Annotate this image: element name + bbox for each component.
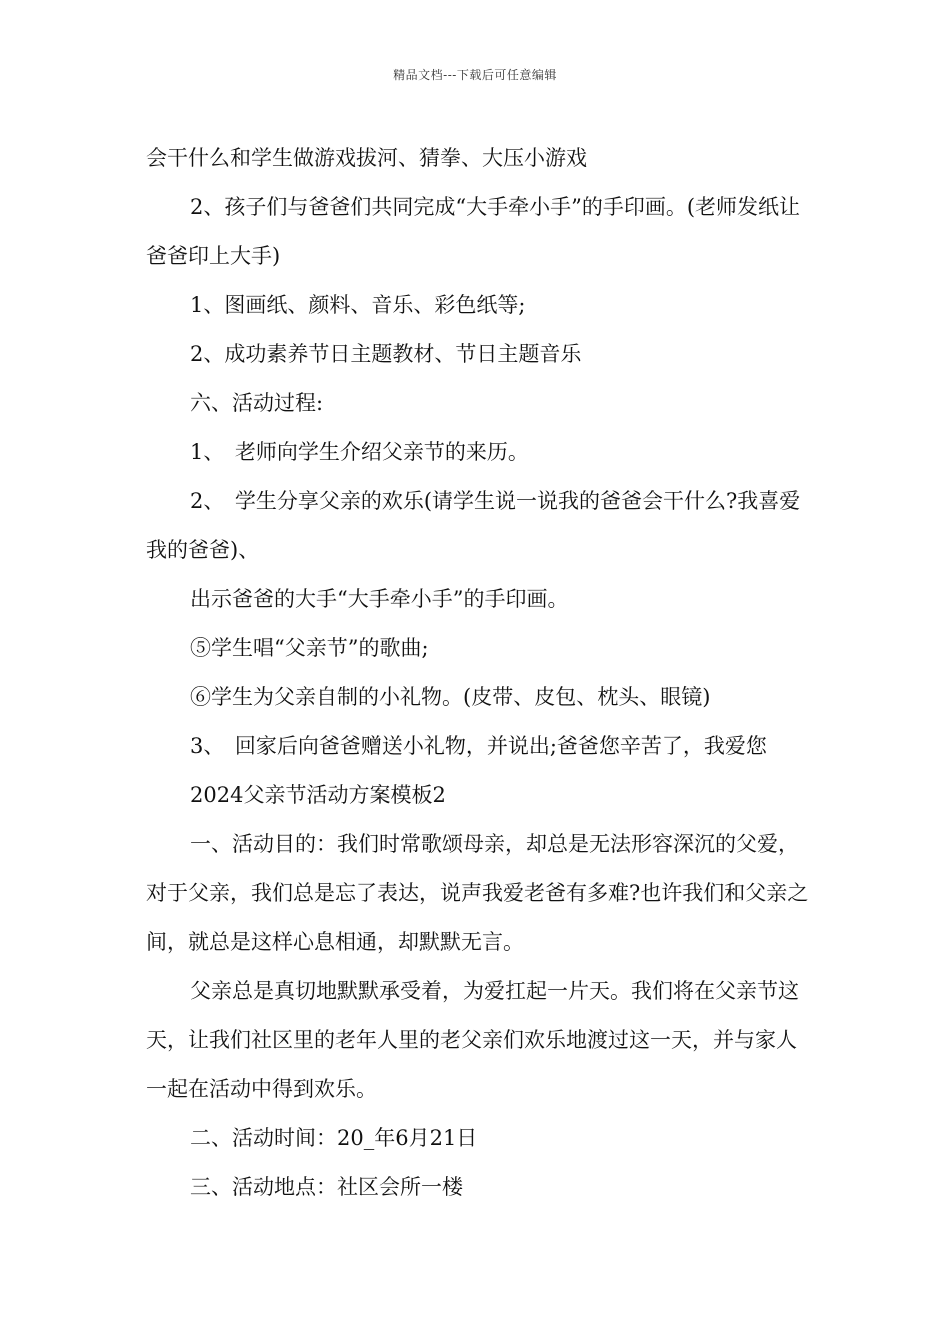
paragraph: 3、 回家后向爸爸赠送小礼物，并说出;爸爸您辛苦了，我爱您 — [190, 734, 767, 758]
document-subtitle: 2024父亲节活动方案模板2 — [190, 783, 446, 807]
section-heading: 六、活动过程: — [190, 391, 324, 415]
document-body — [146, 134, 810, 1212]
paragraph: 父亲总是真切地默默承受着，为爱扛起一片天。我们将在父亲节这天，让我们社区里的老年人里的老父亲们欢乐地渡过这一天，并与家人一起在活动中得到欢乐。 — [146, 979, 799, 1101]
paragraph: 三、活动地点：社区会所一楼 — [190, 1175, 463, 1199]
page-header: 精品文档---下载后可任意编辑 — [393, 68, 557, 82]
paragraph: 2、 学生分享父亲的欢乐(请学生说一说我的爸爸会干什么?我喜爱我的爸爸)、 — [146, 489, 801, 562]
paragraph: ⑥学生为父亲自制的小礼物。(皮带、皮包、枕头、眼镜) — [190, 685, 711, 709]
paragraph: 一、活动目的：我们时常歌颂母亲，却总是无法形容深沉的父爱，对于父亲，我们总是忘了表达，说声我爱老爸有多难?也许我们和父亲之间，就总是这样心息相通，却默默无言。 — [146, 832, 809, 954]
paragraph: 二、活动时间：20_年6月21日 — [190, 1126, 478, 1150]
paragraph: 2、成功素养节日主题教材、节日主题音乐 — [190, 342, 582, 366]
paragraph: 1、 老师向学生介绍父亲节的来历。 — [190, 440, 529, 464]
paragraph: 出示爸爸的大手“大手牵小手”的手印画。 — [190, 587, 569, 611]
paragraph: 会干什么和学生做游戏拔河、猜拳、大压小游戏 — [146, 146, 587, 170]
paragraph: 2、孩子们与爸爸们共同完成“大手牵小手”的手印画。(老师发纸让爸爸印上大手) — [146, 195, 801, 268]
paragraph: 1、图画纸、颜料、音乐、彩色纸等; — [190, 293, 526, 317]
paragraph: ⑤学生唱“父亲节”的歌曲; — [190, 636, 429, 660]
